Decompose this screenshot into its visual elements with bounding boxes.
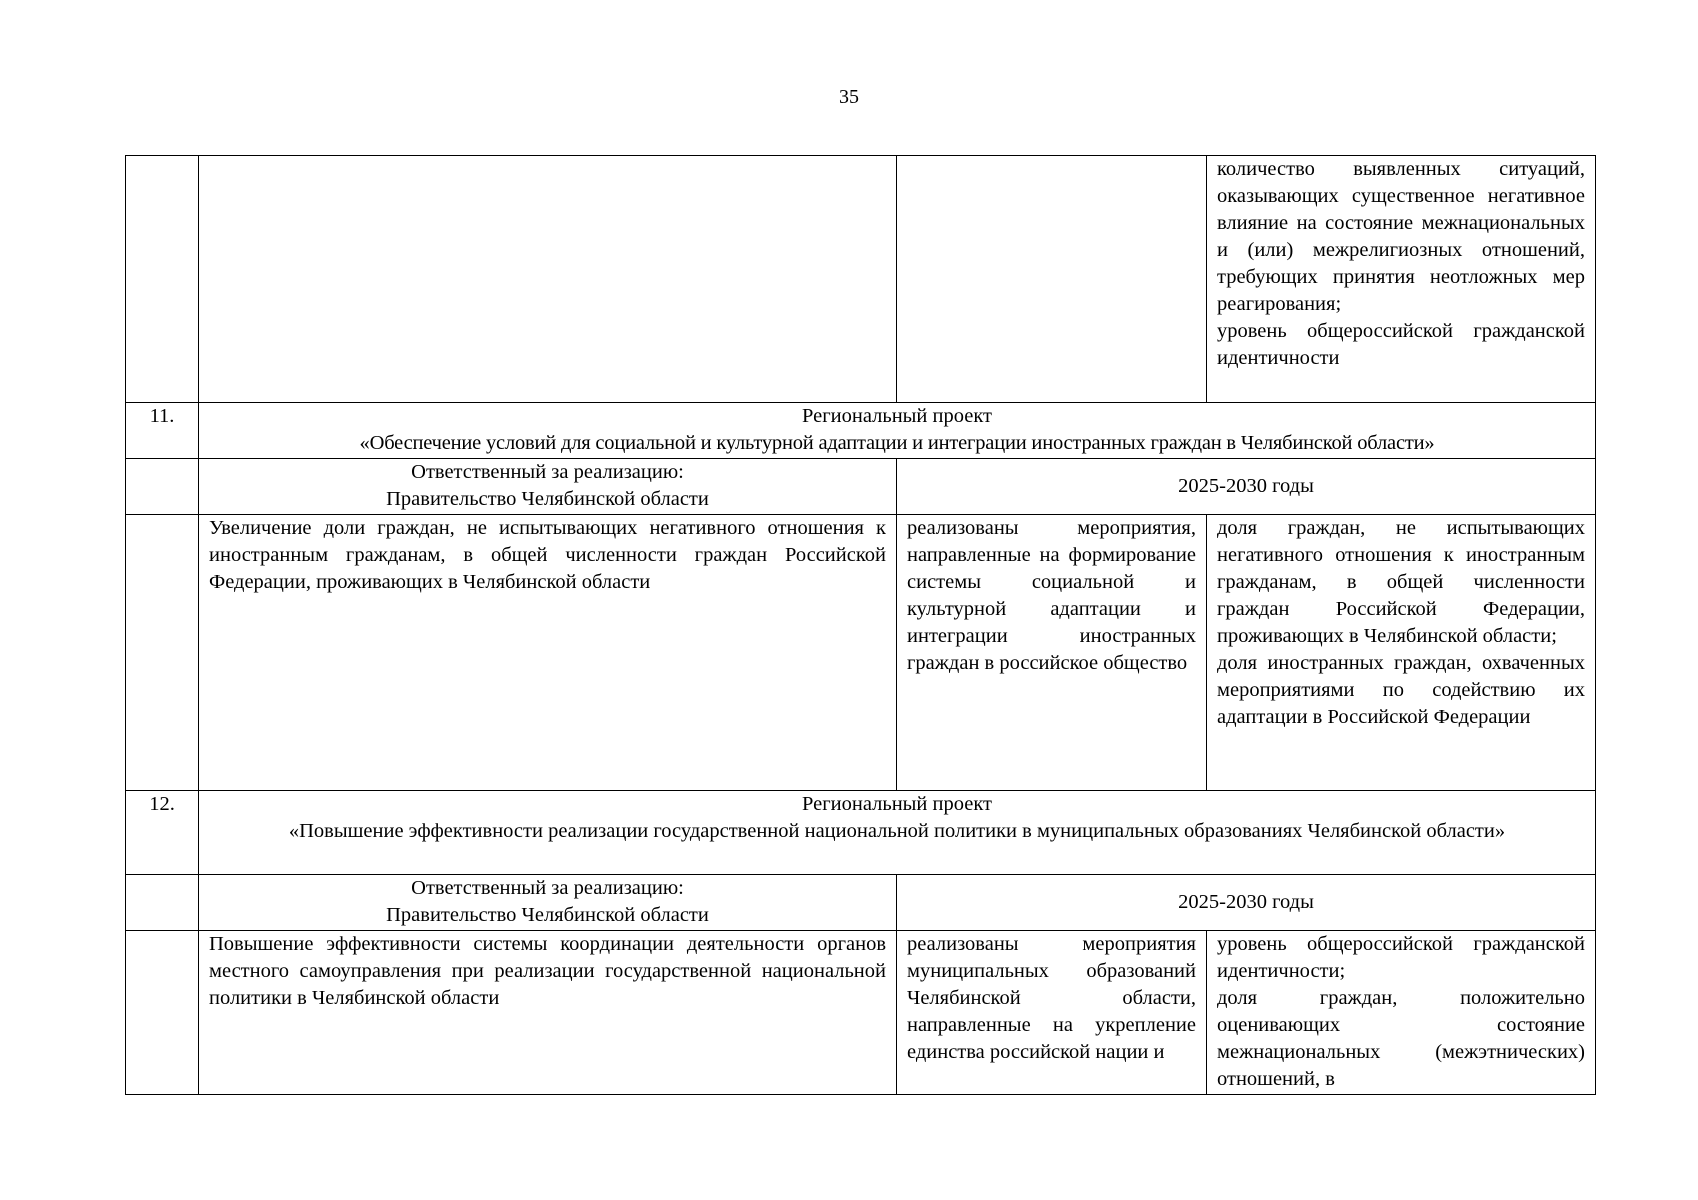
indicator-text: количество выявленных ситуаций, оказывающих существенное негативное влияние на состояние межнациональных и (или) межрелигиозных отношений, требующих принятия неотложных мер реагирования; — [1217, 158, 1585, 315]
table-row — [126, 515, 1596, 791]
number-cell — [126, 156, 199, 403]
result-cell — [897, 156, 1207, 403]
indicator-text: доля граждан, положительно оценивающих состояние межнациональных (межэтнических) отношений, в — [1217, 987, 1585, 1090]
project-header-row — [126, 791, 1596, 875]
period-cell: 2025-2030 годы — [897, 459, 1596, 515]
indicator-text: уровень общероссийской гражданской идентичности — [1217, 320, 1585, 369]
project-header-row — [126, 403, 1596, 459]
responsible-cell — [199, 875, 897, 931]
indicator-cell — [1207, 515, 1596, 791]
responsible-label: Ответственный за реализацию: — [411, 461, 684, 483]
row-number: 12. — [126, 791, 199, 875]
measures-table — [125, 155, 1596, 1095]
page-number: 35 — [839, 86, 859, 108]
period-cell: 2025-2030 годы — [897, 875, 1596, 931]
result-cell: реализованы мероприятия муниципальных образований Челябинской области, направленные на укрепление единства российской нации и — [897, 931, 1207, 1095]
project-title-cell — [199, 403, 1596, 459]
project-title: «Обеспечение условий для социальной и культурной адаптации и интеграции иностранных граждан в Челябинской области» — [359, 432, 1435, 454]
result-cell: реализованы мероприятия, направленные на формирование системы социальной и культурной адаптации и интеграции иностранных граждан в российское общество — [897, 515, 1207, 791]
project-title-cell — [199, 791, 1596, 875]
project-title: «Повышение эффективности реализации государственной национальной политики в муниципальных образованиях Челябинской области» — [288, 820, 1506, 842]
responsible-label: Ответственный за реализацию: — [411, 877, 684, 899]
table-row — [126, 931, 1596, 1095]
responsible-value: Правительство Челябинской области — [386, 904, 709, 926]
task-cell — [199, 156, 897, 403]
indicator-cell — [1207, 156, 1596, 403]
indicator-text: доля иностранных граждан, охваченных мероприятиями по содействию их адаптации в Российской Федерации — [1217, 652, 1585, 728]
responsible-row — [126, 875, 1596, 931]
row-number: 11. — [126, 403, 199, 459]
task-cell: Увеличение доли граждан, не испытывающих негативного отношения к иностранным гражданам, в общей численности граждан Российской Федерации, проживающих в Челябинской области — [199, 515, 897, 791]
responsible-row — [126, 459, 1596, 515]
empty-number-cell — [126, 459, 199, 515]
indicator-text: уровень общероссийской гражданской идентичности; — [1217, 933, 1585, 982]
table-row — [126, 156, 1596, 403]
project-label: Региональный проект — [802, 405, 992, 427]
responsible-value: Правительство Челябинской области — [386, 488, 709, 510]
task-cell: Повышение эффективности системы координации деятельности органов местного самоуправления при реализации государственной национальной политики в Челябинской области — [199, 931, 897, 1095]
empty-number-cell — [126, 515, 199, 791]
responsible-cell — [199, 459, 897, 515]
project-label: Региональный проект — [802, 793, 992, 815]
empty-number-cell — [126, 931, 199, 1095]
empty-number-cell — [126, 875, 199, 931]
indicator-cell — [1207, 931, 1596, 1095]
indicator-text: доля граждан, не испытывающих негативного отношения к иностранным гражданам, в общей численности граждан Российской Федерации, проживающих в Челябинской области; — [1217, 517, 1585, 647]
